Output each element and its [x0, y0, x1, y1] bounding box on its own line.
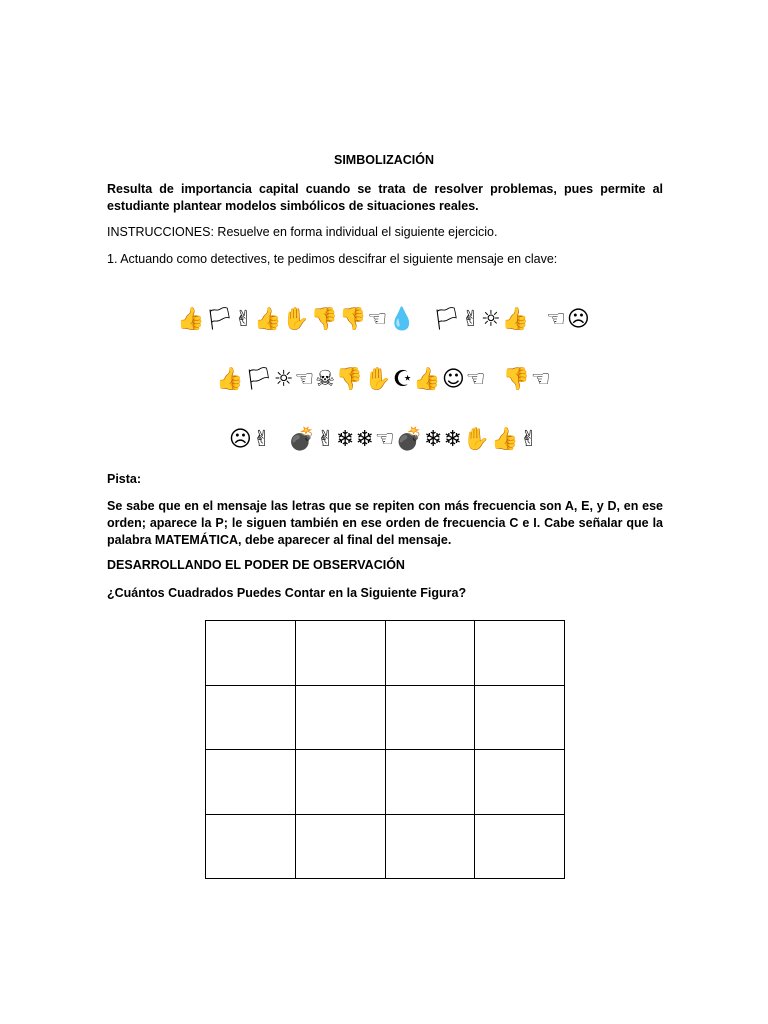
section-title: DESARROLLANDO EL PODER DE OBSERVACIÓN — [107, 558, 405, 572]
instructions-text: Resuelve en forma individual el siguiente ejercicio. — [213, 225, 498, 239]
grid-row — [206, 750, 565, 815]
grid-row — [206, 685, 565, 750]
item-1: 1. Actuando como detectives, te pedimos descifrar el siguiente mensaje en clave: — [107, 252, 558, 266]
grid-cell — [475, 685, 565, 750]
grid-cell — [475, 814, 565, 879]
grid-row — [206, 814, 565, 879]
pista-paragraph: Se sabe que en el mensaje las letras que se repiten con más frecuencia son A, E, y D, en ese orden; aparece la P; le siguen también en ese orden de frecuencia C e I. Cabe señalar que la palabra MATEMÁTICA, debe aparecer al final del mensaje. — [107, 499, 663, 547]
grid-cell — [385, 621, 475, 686]
grid-cell — [295, 685, 385, 750]
cipher-line-1: 👍🏳✌👍✋👎👎☜💧 🏳✌☼👍 ☜☹ — [177, 307, 591, 332]
grid-cell — [206, 814, 296, 879]
grid-cell — [385, 685, 475, 750]
grid-cell — [475, 750, 565, 815]
squares-grid — [205, 620, 565, 879]
grid-cell — [295, 750, 385, 815]
grid-cell — [206, 621, 296, 686]
grid-cell — [385, 750, 475, 815]
grid-cell — [295, 621, 385, 686]
page-title: SIMBOLIZACIÓN — [334, 153, 434, 167]
instructions-label: INSTRUCCIONES: — [107, 225, 214, 239]
intro-paragraph: Resulta de importancia capital cuando se trata de resolver problemas, pues permite al estudiante plantear modelos simbólicos de situaciones reales. — [107, 182, 663, 213]
pista-label: Pista: — [107, 472, 142, 486]
question: ¿Cuántos Cuadrados Puedes Contar en la Siguiente Figura? — [107, 586, 467, 600]
instructions-paragraph — [107, 224, 663, 241]
grid-cell — [206, 750, 296, 815]
grid-row — [206, 621, 565, 686]
grid-cell — [295, 814, 385, 879]
grid-cell — [206, 685, 296, 750]
grid-cell — [385, 814, 475, 879]
cipher-line-3: ☹✌ 💣✌❄❄☜💣❄❄✋👍✌ — [228, 427, 540, 452]
cipher-line-2: 👍🏳☼☜☠👎✋☪👍☺☜ 👎☜ — [216, 367, 552, 392]
grid-cell — [475, 621, 565, 686]
